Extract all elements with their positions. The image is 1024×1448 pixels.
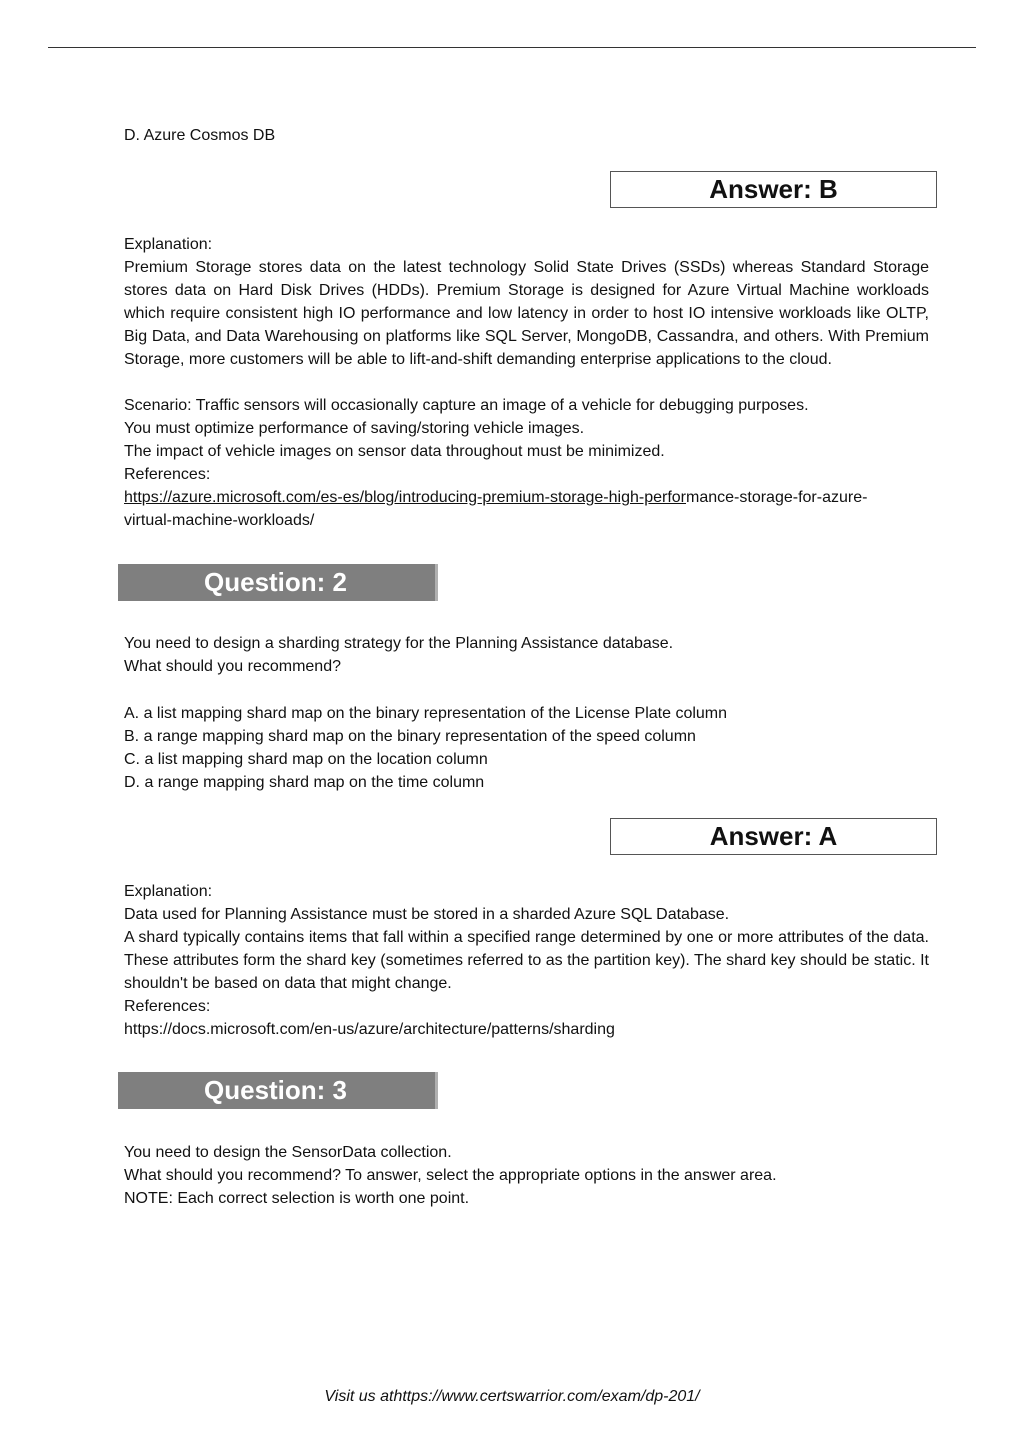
explanation-line: Data used for Planning Assistance must be stored in a sharded Azure SQL Database.: [124, 906, 730, 923]
option-a: A. a list mapping shard map on the binary representation of the License Plate column: [124, 705, 728, 722]
option-d: D. a range mapping shard map on the time column: [124, 774, 485, 791]
header-rule: [48, 47, 976, 48]
reference-link[interactable]: https://docs.microsoft.com/en-us/azure/architecture/patterns/sharding: [124, 1021, 615, 1038]
question-3-header: [118, 1072, 438, 1109]
reference-link-rest: mance-storage-for-azure-virtual-machine-workloads/: [124, 489, 868, 529]
explanation-label: Explanation:: [124, 883, 213, 900]
explanation-paragraph: Premium Storage stores data on the latest technology Solid State Drives (SSDs) whereas Standard Storage stores data on Hard Disk Drives (HDDs). Premium Storage is designed for Azure Virtual Machine workloads which require consistent high IO performance and low latency in order to host IO intensive workloads like OLTP, Big Data, and Data Warehousing on platforms like SQL Server, MongoDB, Cassandra, and others. With Premium Storage, more customers will be able to lift-and-shift demanding enterprise applications to the cloud.: [124, 259, 929, 368]
reference-link-underlined[interactable]: https://azure.microsoft.com/es-es/blog/introducing-premium-storage-high-perfor: [124, 489, 687, 506]
explanation-paragraph: A shard typically contains items that fall within a specified range determined by one or more attributes of the data. These attributes form the shard key (sometimes referred to as the partition key). The shard key should be static. It shouldn't be based on data that might change.: [124, 929, 929, 992]
question-note: NOTE: Each correct selection is worth one point.: [124, 1190, 470, 1207]
answer-box-1: [610, 171, 937, 208]
answer-label: Answer: B: [709, 174, 838, 204]
footer-text[interactable]: Visit us athttps://www.certswarrior.com/exam/dp-201/: [324, 1388, 700, 1405]
explanation-label: Explanation:: [124, 236, 213, 253]
question-prompt: You need to design a sharding strategy for the Planning Assistance database.: [124, 635, 674, 652]
answer-box-2: [610, 818, 937, 855]
references-label: References:: [124, 466, 211, 483]
scenario-line: Scenario: Traffic sensors will occasionally capture an image of a vehicle for debugging purposes.: [124, 397, 809, 414]
option-d-text: D. Azure Cosmos DB: [124, 127, 276, 144]
question-title: Question: 3: [204, 1075, 348, 1105]
option-b: B. a range mapping shard map on the binary representation of the speed column: [124, 728, 696, 745]
scenario-line: The impact of vehicle images on sensor data throughout must be minimized.: [124, 443, 665, 460]
question-title: Question: 2: [204, 567, 348, 597]
answer-label: Answer: A: [709, 821, 838, 851]
question-prompt: You need to design the SensorData collection.: [124, 1144, 452, 1161]
question-prompt: What should you recommend?: [124, 658, 341, 675]
option-c: C. a list mapping shard map on the location column: [124, 751, 488, 768]
question-2-header: [118, 564, 438, 601]
scenario-line: You must optimize performance of saving/storing vehicle images.: [124, 420, 585, 437]
references-label: References:: [124, 998, 211, 1015]
question-prompt: What should you recommend? To answer, select the appropriate options in the answer area.: [124, 1167, 777, 1184]
reference-link[interactable]: [124, 486, 914, 532]
